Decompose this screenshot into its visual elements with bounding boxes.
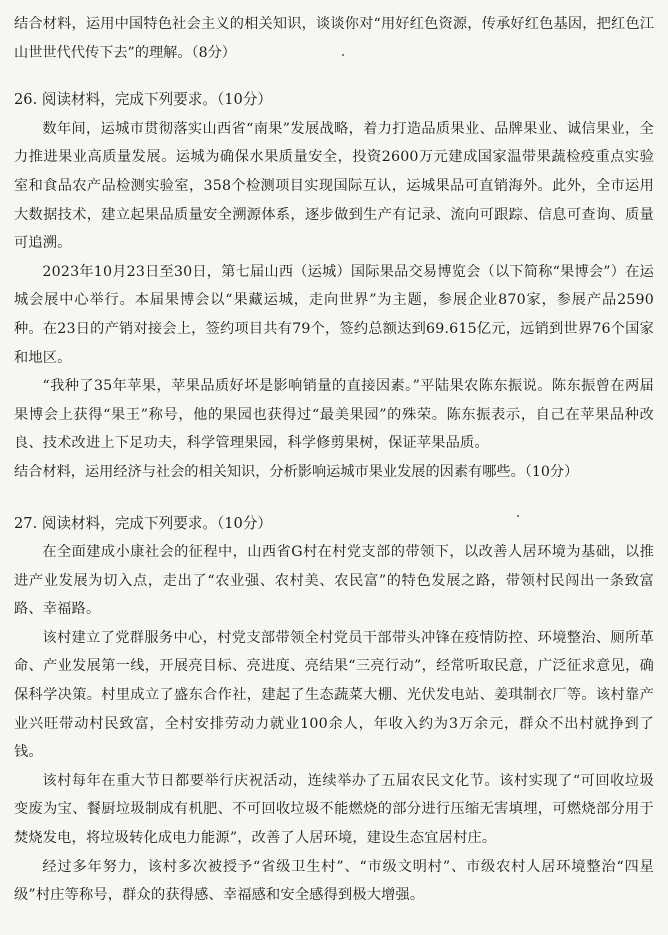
q27-paragraph-2: 该村建立了党群服务中心，村党支部带领全村党员干部带头冲锋在疫情防控、环境整治、厕所革命、产业发展第一线，开展亮目标、亮进度、亮结果“三亮行动”，经常听取民意，广泛征求意见，确保科学决策。村里成立了盛东合作社，建起了生态蔬菜大棚、光伏发电站、姜琪制衣厂等。该村靠产业兴旺带动村民致富，全村安排劳动力就业100余人，年收入约为3万余元，群众不出村就挣到了钱。: [14, 629, 654, 761]
q26-header: 26. 阅读材料，完成下列要求。（10分）: [14, 91, 273, 109]
speck-mark: [517, 515, 519, 517]
q26-paragraph-3: “我种了35年苹果，苹果品质好坏是影响销量的直接因素。”平陆果农陈东振说。陈东振曾在两届果博会上获得“果王”称号，他的果园也获得过“最美果园”的殊荣。陈东振表示，自己在苹果品种改良、技术改进上下足功夫，科学管理果园，科学修剪果树，保证苹果品质。: [14, 378, 654, 452]
q25-prompt: 结合材料，运用中国特色社会主义的相关知识，谈谈你对“用好红色资源，传承好红色基因，把红色江山世世代代传下去”的理解。（8分）: [14, 16, 654, 61]
q27-paragraph-1: 在全面建成小康社会的征程中，山西省G村在村党支部的带领下，以改善人居环境为基础，以推进产业发展为切入点，走出了“农业强、农村美、农民富”的特色发展之路，带领村民闯出一条致富路、幸福路。: [14, 544, 654, 618]
q27-paragraph-3: 该村每年在重大节日都要举行庆祝活动，连续举办了五届农民文化节。该村实现了“可回收垃圾变废为宝、餐厨垃圾制成有机肥、不可回收垃圾不能燃烧的部分进行压缩无害填埋，可燃烧部分用于焚烧发电，将垃圾转化成电力能源”，改善了人居环境，建设生态宜居村庄。: [14, 772, 654, 847]
q26-paragraph-1: 数年间，运城市贯彻落实山西省“南果”发展战略，着力打造品质果业、品牌果业、诚信果业，全力推进果业高质量发展。运城为确保水果质量安全，投资2600万元建成国家温带果蔬检疫重点实验室和食品农产品检测实验室，358个检测项目实现国际互认，运城果品可直销海外。此外，全市运用大数据技术，建立起果品质量安全溯源体系，逐步做到生产有记录、流向可跟踪、信息可查询、质量可追溯。: [14, 120, 654, 252]
q26-paragraph-2: 2023年10月23日至30日，第七届山西（运城）国际果品交易博览会（以下简称“果博会”）在运城会展中心举行。本届果博会以“果藏运城，走向世界”为主题，参展企业870家，参展产品2590种。在23日的产销对接会上，签约项目共有79个，签约总额达到69.615亿元，远销到世界76个国家和地区。: [14, 263, 654, 366]
q26-prompt: 结合材料，运用经济与社会的相关知识，分析影响运城市果业发展的因素有哪些。（10分）: [14, 463, 579, 480]
speck-mark: [342, 54, 344, 56]
q27-header: 27. 阅读材料，完成下列要求。（10分）: [14, 514, 273, 532]
q27-paragraph-4: 经过多年努力，该村多次被授予“省级卫生村”、“市级文明村”、市级农村人居环境整治“四星级”村庄等称号，群众的获得感、幸福感和安全感得到极大增强。: [14, 858, 654, 904]
